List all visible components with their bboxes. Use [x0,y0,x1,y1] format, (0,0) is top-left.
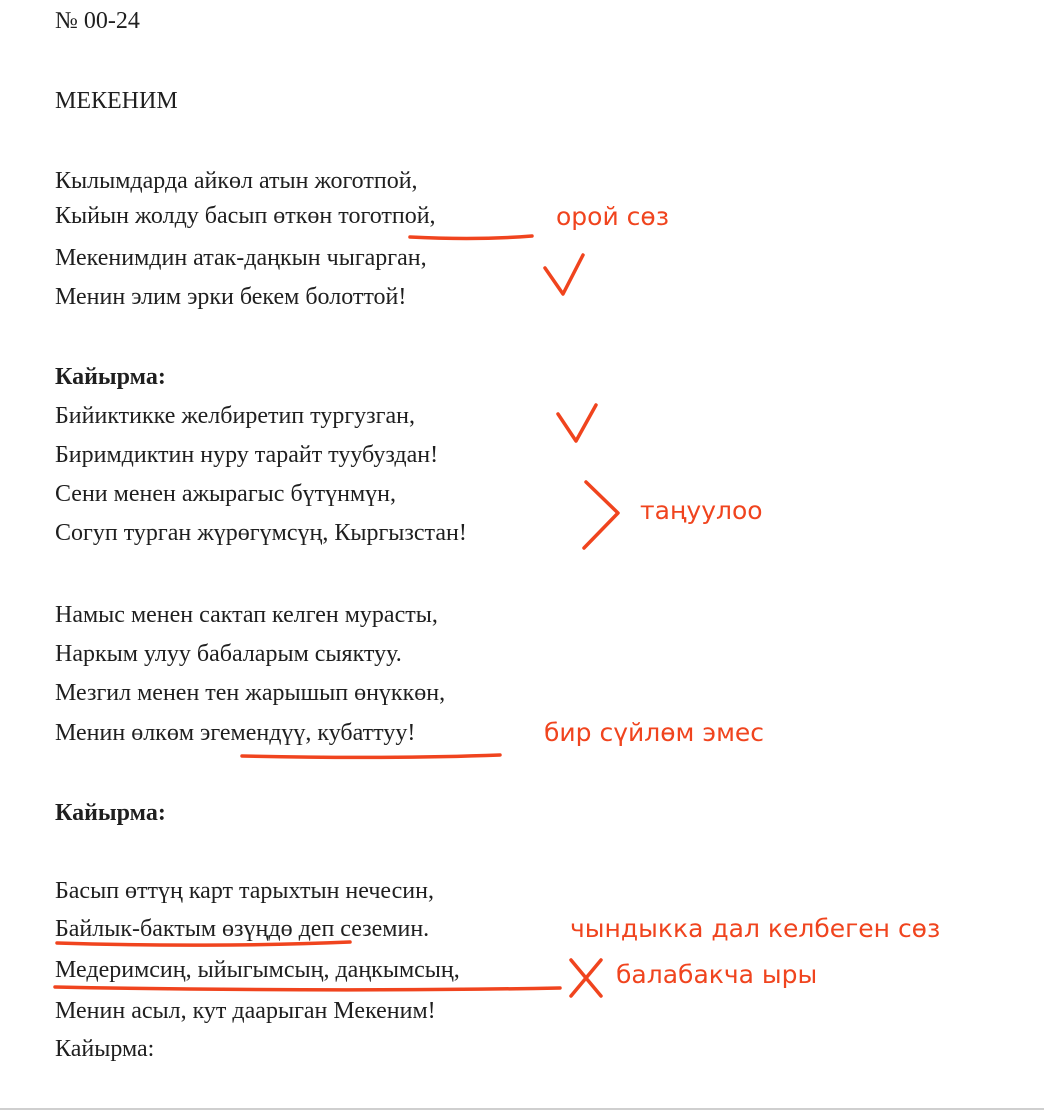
verse-3-line-4: Менин асыл, кут даарыган Мекеним! [55,998,436,1024]
verse-2-line-1: Намыс менен сактап келген мурасты, [55,602,438,628]
chorus-heading-2: Кайырма: [55,800,166,826]
verse-1-line-3: Мекенимдин атак-даңкын чыгарган, [55,245,427,271]
underline-mederimsin [55,987,560,990]
chorus-line-2: Биримдиктин нуру тарайт туубуздан! [55,442,439,468]
verse-3-line-3: Медеримсиң, ыйыгымсың, даңкымсың, [55,957,460,983]
verse-1-line-4: Менин элим эрки бекем болоттой! [55,284,407,310]
chorus-line-1: Бийиктикке желбиретип тургузган, [55,403,415,429]
document-title: МЕКЕНИМ [55,88,178,114]
note-kindergarten-song: балабакча ыры [616,960,818,989]
note-rude-word: орой сөз [556,202,669,231]
verse-2-line-2: Наркым улуу бабаларым сыяктуу. [55,641,402,667]
bracket-icon [584,482,618,548]
verse-1-line-2: Кыйын жолду басып өткөн тоготпой, [55,203,436,229]
check-icon [545,255,583,294]
chorus-heading: Кайырма: [55,364,166,390]
cross-icon [571,960,601,996]
chorus-line-4: Согуп турган жүрөгүмсүң, Кыргызстан! [55,520,467,546]
verse-2-line-3: Мезгил менен тен жарышып өнүккөн, [55,680,446,706]
note-untrue-words: чындыкка дал келбеген сөз [570,914,941,943]
underline-egemenduu [242,755,500,757]
verse-1-line-1: Кылымдарда айкөл атын жоготпой, [55,168,418,194]
page-bottom-border [0,1108,1044,1110]
check-icon [558,405,596,441]
note-not-a-sentence: бир сүйлөм эмес [544,718,765,747]
chorus-reference: Кайырма: [55,1036,155,1062]
verse-2-line-4: Менин өлкөм эгемендүү, кубаттуу! [55,720,416,746]
underline-togotpoi [410,236,532,238]
document-number: № 00-24 [55,8,140,34]
chorus-line-3: Сени менен ажырагыс бүтүнмүн, [55,481,397,507]
verse-3-line-1: Басып өттүң карт тарыхтын нечесин, [55,878,434,904]
verse-3-line-2: Байлык-бактым өзүңдө деп сеземин. [55,916,430,942]
note-imposing: таңуулоо [640,496,763,525]
